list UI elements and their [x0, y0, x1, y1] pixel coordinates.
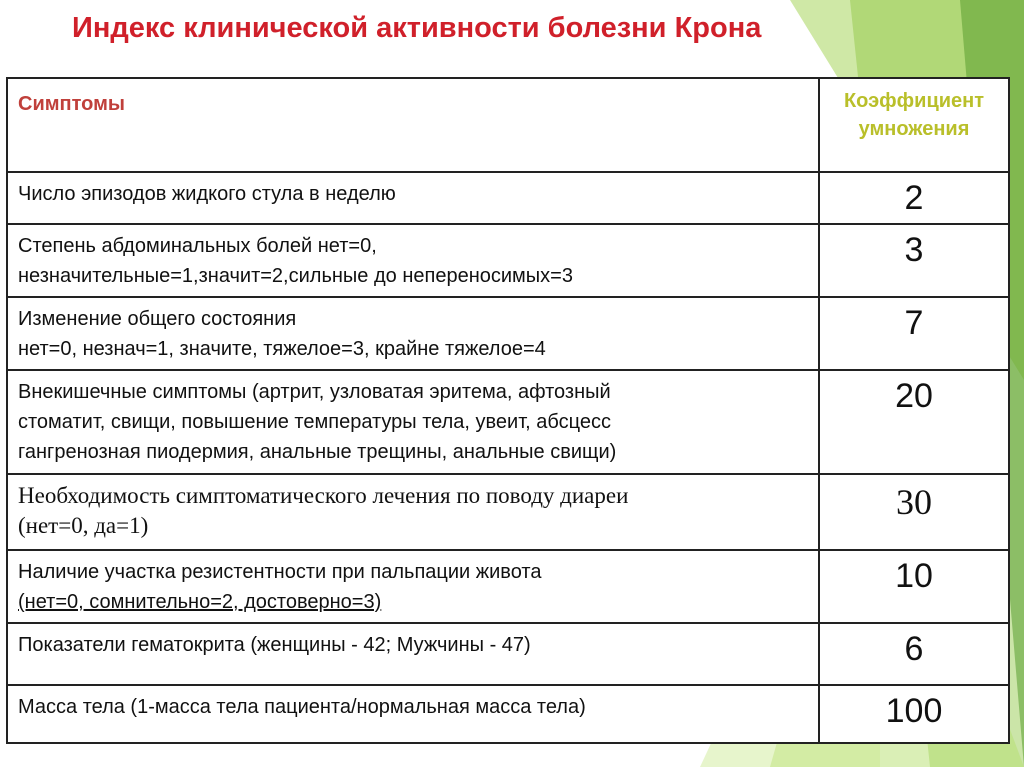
- symptom-cell: [7, 370, 819, 474]
- symptom-text: Масса тела (1-масса тела пациента/нормальная масса тела): [18, 696, 586, 718]
- symptom-text: Число эпизодов жидкого стула в неделю: [18, 183, 396, 205]
- symptom-text: (нет=0, сомнительно=2, достоверно=3): [18, 591, 382, 613]
- symptom-text: Необходимость симптоматического лечения по поводу диареи: [18, 483, 629, 508]
- table-row: [7, 623, 1009, 685]
- table-row: [7, 550, 1009, 623]
- symptom-cell: [7, 550, 819, 623]
- coefficient-cell: 30: [819, 474, 1009, 550]
- symptom-cell: [7, 224, 819, 297]
- coefficient-cell: 10: [819, 550, 1009, 623]
- page-title: Индекс клинической активности болезни Крона: [72, 12, 762, 44]
- symptom-cell: [7, 474, 819, 550]
- coefficient-cell: 2: [819, 172, 1009, 224]
- symptom-text: стоматит, свищи, повышение температуры тела, увеит, абсцесс: [18, 411, 611, 433]
- table-row: [7, 172, 1009, 224]
- symptom-text: Наличие участка резистентности при пальпации живота: [18, 561, 542, 583]
- symptom-cell: [7, 172, 819, 224]
- crohn-activity-table: [6, 77, 1010, 744]
- table-header-row: [7, 78, 1009, 172]
- symptom-text: Изменение общего состояния: [18, 308, 297, 330]
- coefficient-cell: 20: [819, 370, 1009, 474]
- table-row: [7, 370, 1009, 474]
- symptom-text: незначительные=1,значит=2,сильные до непереносимых=3: [18, 265, 573, 287]
- symptom-cell: [7, 685, 819, 743]
- coefficient-cell: 3: [819, 224, 1009, 297]
- symptom-text: нет=0, незнач=1, значите, тяжелое=3, крайне тяжелое=4: [18, 338, 546, 360]
- column-header-coefficient: [819, 78, 1009, 172]
- table-row: [7, 474, 1009, 550]
- column-header-symptoms: Симптомы: [7, 78, 819, 172]
- symptom-cell: [7, 623, 819, 685]
- symptom-text: Показатели гематокрита (женщины - 42; Мужчины - 47): [18, 634, 531, 656]
- symptom-text: гангренозная пиодермия, анальные трещины, анальные свищи): [18, 441, 617, 463]
- coefficient-header-line2: умножения: [858, 118, 970, 140]
- symptom-text: (нет=0, да=1): [18, 513, 149, 538]
- coefficient-cell: 6: [819, 623, 1009, 685]
- coefficient-cell: 100: [819, 685, 1009, 743]
- symptom-text: Степень абдоминальных болей нет=0,: [18, 235, 377, 257]
- coefficient-cell: 7: [819, 297, 1009, 370]
- table-row: [7, 685, 1009, 743]
- symptom-text: Внекишечные симптомы (артрит, узловатая эритема, афтозный: [18, 381, 611, 403]
- symptom-cell: [7, 297, 819, 370]
- coefficient-header-line1: Коэффициент: [843, 90, 985, 112]
- table-row: [7, 224, 1009, 297]
- table-row: [7, 297, 1009, 370]
